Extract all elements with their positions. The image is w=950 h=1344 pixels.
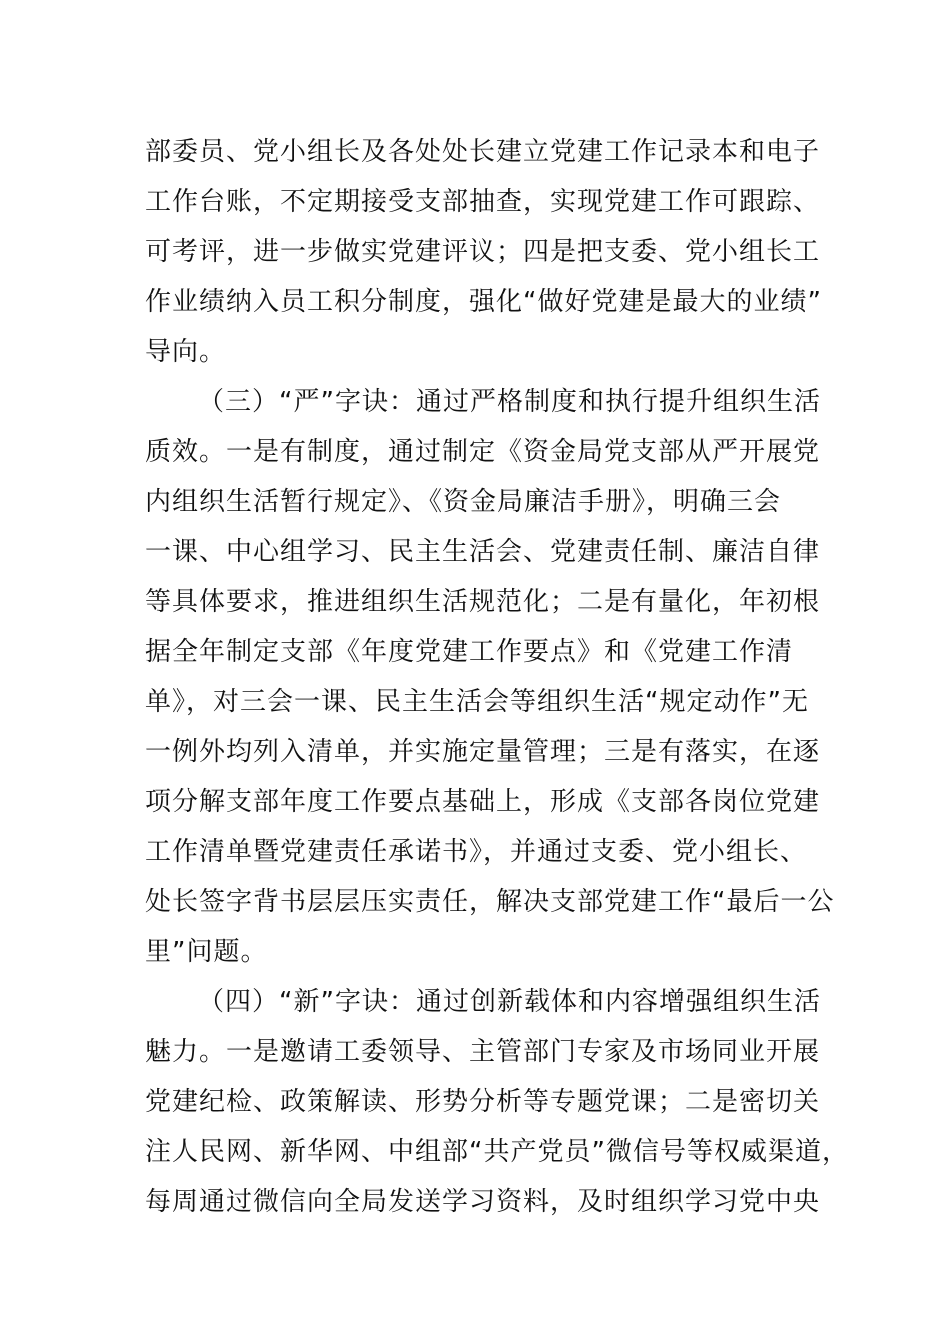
text-line: 项分解支部年度工作要点基础上，形成《支部各岗位党建 (145, 787, 821, 817)
text-line: 工作台账，不定期接受支部抽查，实现党建工作可跟踪、 (145, 187, 821, 217)
text-line: 等具体要求，推进组织生活规范化；二是有量化，年初根 (145, 587, 821, 617)
text-line: 单》，对三会一课、民主生活会等组织生活“规定动作”无 (145, 687, 809, 717)
text-line: 党建纪检、政策解读、形势分析等专题党课；二是密切关 (145, 1087, 821, 1117)
text-line: 内组织生活暂行规定》、《资金局廉洁手册》，明确三会 (145, 487, 782, 517)
text-line: 据全年制定支部《年度党建工作要点》和《党建工作清 (145, 637, 794, 667)
text-line: 作业绩纳入员工积分制度，强化“做好党建是最大的业绩” (145, 287, 822, 317)
text-line: 工作清单暨党建责任承诺书》，并通过支委、党小组长、 (145, 837, 808, 867)
text-line: 一例外均列入清单，并实施定量管理；三是有落实，在逐 (145, 737, 821, 767)
text-line: 可考评，进一步做实党建评议；四是把支委、党小组长工 (145, 237, 821, 267)
text-line: 部委员、党小组长及各处处长建立党建工作记录本和电子 (145, 137, 821, 167)
text-line: 里”问题。 (145, 937, 268, 967)
section-heading-line: （四）“新”字诀：通过创新载体和内容增强组织生活 (198, 987, 821, 1017)
text-line: 质效。一是有制度，通过制定《资金局党支部从严开展党 (145, 437, 821, 467)
text-line: 处长签字背书层层压实责任，解决支部党建工作“最后一公 (145, 887, 835, 917)
text-line: 导向。 (145, 337, 227, 367)
text-line: 一课、中心组学习、民主生活会、党建责任制、廉洁自律 (145, 537, 821, 567)
section-heading-line: （三）“严”字诀：通过严格制度和执行提升组织生活 (198, 387, 821, 417)
text-line: 每周通过微信向全局发送学习资料，及时组织学习党中央 (145, 1187, 821, 1217)
text-line: 注人民网、新华网、中组部“共产党员”微信号等权威渠道， (145, 1137, 849, 1167)
text-line: 魅力。一是邀请工委领导、主管部门专家及市场同业开展 (145, 1037, 821, 1067)
